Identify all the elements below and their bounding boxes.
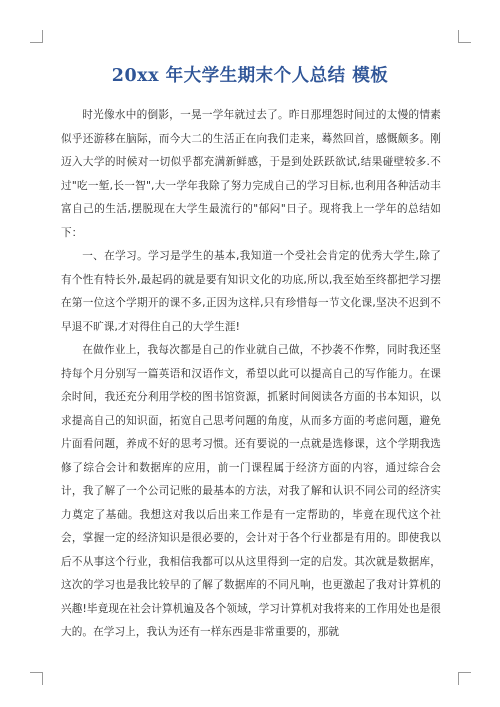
page-corner-mark-top-left [30, 30, 43, 43]
paragraph-homework: 在做作业上，我每次都是自己的作业就自己做，不抄袭不作弊，同时我还坚持每个月分别写一篇英语和汉语作文，希望以此可以提高自己的写作能力。在课余时间，我还充分利用学校的图书馆资源，抓紧时间阅读各方面的书本知识，以求提高自己的知识面，拓宽自己思考问题的角度，从而多方面的考虑问题，避免片面看问题，养成不好的思考习惯。还有要说的一点就是选修课，这个学期我选修了综合会计和数据库的应用，前一门课程属于经济方面的内容，通过综合会计，我了解了一个公司记账的最基本的方法，对我了解和认识不同公司的经济实力奠定了基础。我想这对我以后出来工作是有一定帮助的，毕竟在现代这个社会，掌握一定的经济知识是很必要的，会计对于各个行业都是有用的。即使我以后不从事这个行业，我相信我都可以从这里得到一定的启发。其次就是数据库，这次的学习也是我比较早的了解了数据库的不同凡响，也更激起了我对计算机的兴趣!毕竟现在社会计算机遍及各个领域，学习计算机对我将来的工作用处也是很大的。在学习上，我认为还有一样东西是非常重要的，那就 [61, 344, 441, 638]
document-body [61, 104, 441, 645]
paragraph-study: 一、在学习。学习是学生的基本,我知道一个受社会肯定的优秀大学生,除了有个性有特长外,最起码的就是要有知识文化的功底,所以,我至始至终都把学习摆在第一位这个学期开的课不多,正因为这样,只有珍惜每一节文化课,坚决不迟到不早退不旷课,才对得住自己的大学生涯! [61, 250, 441, 333]
page-corner-mark-top-right [458, 30, 471, 43]
document-title: 20xx 年大学生期末个人总结 模板 [111, 66, 389, 86]
page-corner-mark-bottom-right [458, 672, 471, 685]
page-corner-mark-bottom-left [30, 672, 43, 685]
paragraph-intro: 时光像水中的倒影，一晃一学年就过去了。昨日那埋怨时间过的太慢的情素似乎还游移在脑际，而今大二的生活正在向我们走来，蓦然回首，感慨颇多。刚迈入大学的时候对一切似乎都充满新鲜感，于是到处跃跃欲试,结果碰壁较多.不过"吃一堑,长一智",大一学年我除了努力完成自己的学习目标,也利用各种活动丰富自己的生活,摆脱现在大学生最流行的"郁闷"日子。现将我上一学年的总结如下： [61, 109, 441, 239]
